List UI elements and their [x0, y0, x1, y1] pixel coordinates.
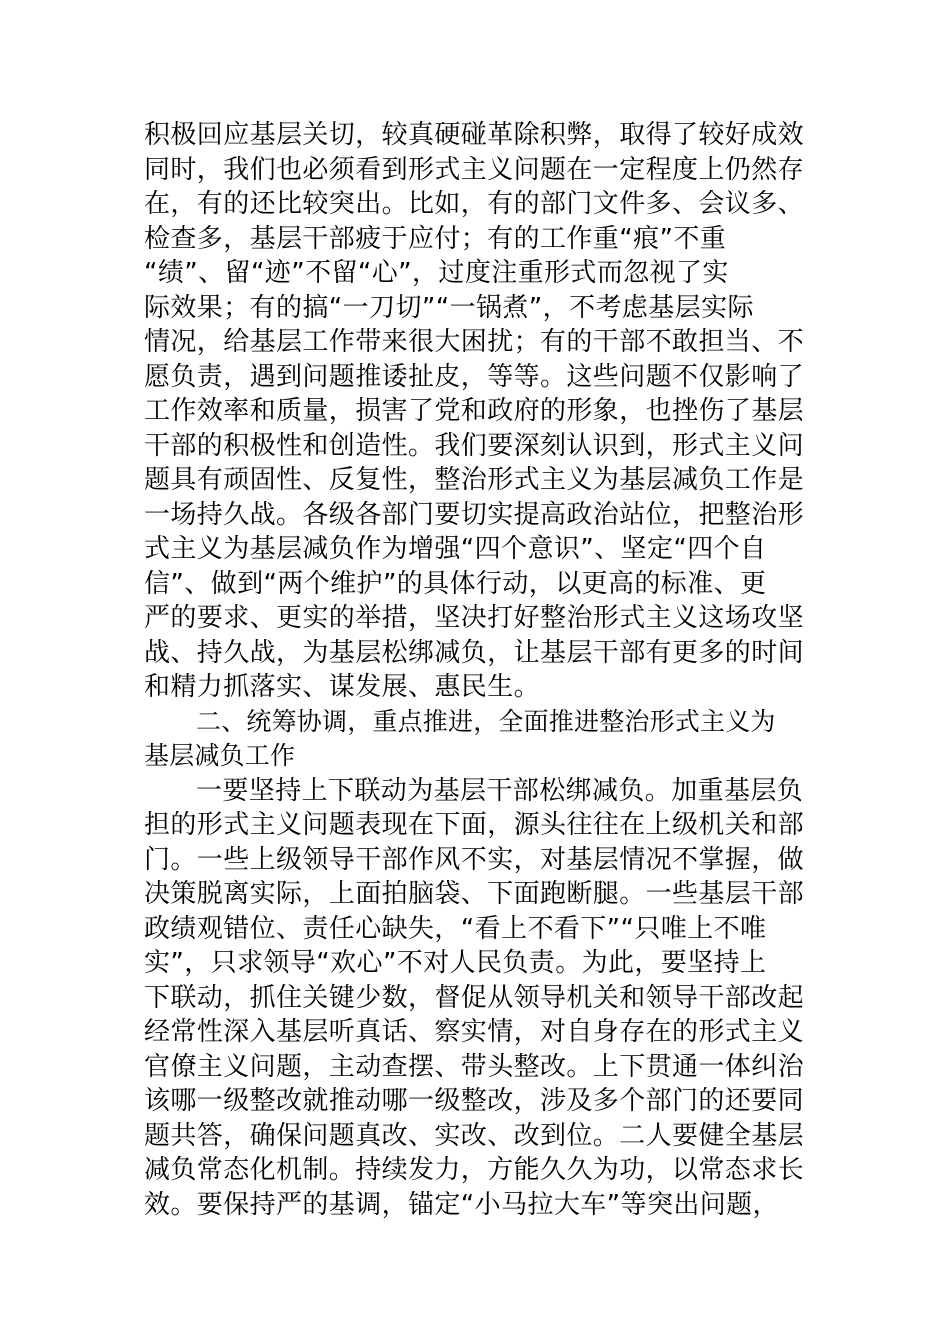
text-line: 减负常态化机制。持续发力，方能久久为功，以常态求长 — [144, 1155, 805, 1185]
body-text — [144, 118, 808, 1222]
text-line: 题具有顽固性、反复性，整治形式主义为基层减负工作是 — [144, 465, 805, 495]
section-heading-continued: 基层减负工作 — [144, 741, 296, 770]
text-line: “绩”、留“迹”不留“心”，过度注重形式而忽视了实 — [144, 258, 729, 288]
text-line: 积极回应基层关切，较真硬碰革除积弊，取得了较好成效 — [144, 120, 805, 150]
text-line: 同时，我们也必须看到形式主义问题在一定程度上仍然存 — [144, 154, 805, 185]
text-line: 干部的积极性和创造性。我们要深刻认识到，形式主义问 — [144, 430, 805, 461]
text-line: 下联动，抓住关键少数，督促从领导机关和领导干部改起 — [144, 982, 805, 1013]
text-line: 和精力抓落实、谋发展、惠民生。 — [144, 672, 541, 702]
text-line: 题共答，确保问题真改、实改、改到位。二人要健全基层 — [144, 1120, 805, 1151]
text-line: 政绩观错位、责任心缺失，“看上不看下”“只唯上不唯 — [144, 913, 767, 944]
text-line: 经常性深入基层听真话、察实情，对自身存在的形式主义 — [144, 1017, 805, 1047]
text-line: 愿负责，遇到问题推诿扯皮，等等。这些问题不仅影响了 — [144, 361, 805, 392]
text-line: 信”、做到“两个维护”的具体行动，以更高的标准、更 — [144, 568, 767, 599]
text-line: 式主义为基层减负作为增强“四个意识”、坚定“四个自 — [144, 534, 767, 564]
text-line: 情况，给基层工作带来很大困扰；有的干部不敢担当、不 — [144, 327, 805, 357]
text-line: 工作效率和质量，损害了党和政府的形象，也挫伤了基层 — [144, 396, 805, 426]
text-line: 严的要求、更实的举措，坚决打好整治形式主义这场攻坚 — [144, 603, 805, 633]
text-line: 官僚主义问题，主动查摆、带头整改。上下贯通一体纠治 — [144, 1051, 805, 1082]
text-line: 检查多，基层干部疲于应付；有的工作重“痕”不重 — [144, 223, 727, 254]
text-line: 实”，只求领导“欢心”不对人民负责。为此，要坚持上 — [144, 948, 767, 978]
text-line: 效。要保持严的基调，锚定“小马拉大车”等突出问题， — [144, 1189, 779, 1220]
text-line: 战、持久战，为基层松绑减负，让基层干部有更多的时间 — [144, 637, 805, 668]
text-line: 决策脱离实际，上面拍脑袋、下面跑断腿。一些基层干部 — [144, 879, 805, 909]
text-line: 担的形式主义问题表现在下面，源头往往在上级机关和部 — [144, 810, 805, 840]
text-line: 一场持久战。各级各部门要切实提高政治站位，把整治形 — [144, 499, 805, 530]
text-line: 该哪一级整改就推动哪一级整改，涉及多个部门的还要同 — [144, 1086, 805, 1116]
text-line: 际效果；有的搞“一刀切”“一锅煮”，不考虑基层实际 — [144, 292, 754, 323]
text-line: 门。一些上级领导干部作风不实，对基层情况不掌握，做 — [144, 844, 805, 875]
paragraph-start: 一要坚持上下联动为基层干部松绑减负。加重基层负 — [196, 775, 804, 806]
section-heading: 二、统筹协调，重点推进，全面推进整治形式主义为 — [196, 706, 776, 736]
text-line: 在，有的还比较突出。比如，有的部门文件多、会议多、 — [144, 189, 805, 219]
